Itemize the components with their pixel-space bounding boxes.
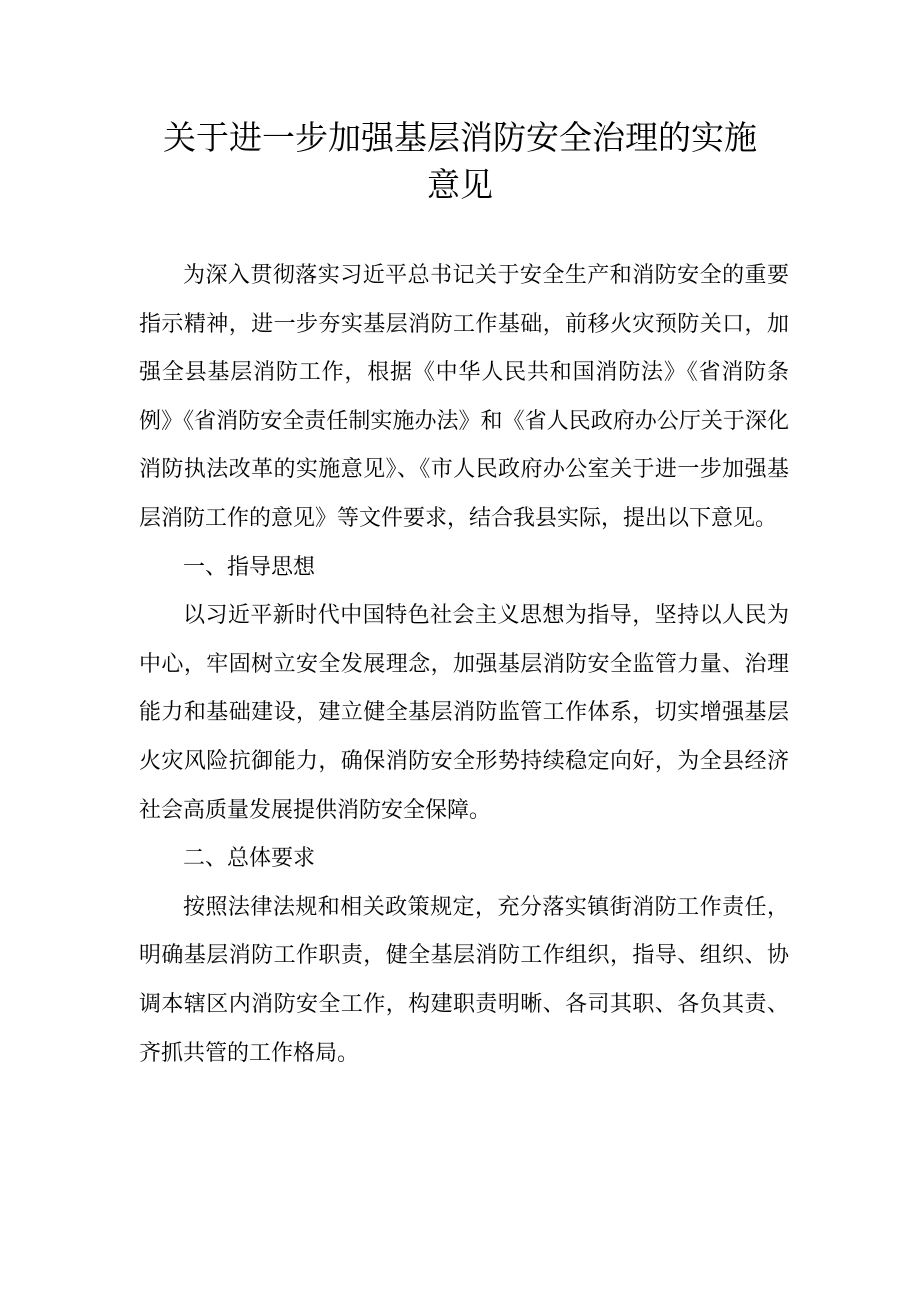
document-body <box>139 252 789 1078</box>
overall-requirements-paragraph: 按照法律法规和相关政策规定，充分落实镇街消防工作责任，明确基层消防工作职责，健全基层消防工作组织，指导、组织、协调本辖区内消防安全工作，构建职责明晰、各司其职、各负其责、齐抓共管的工作格局。 <box>139 894 789 1066</box>
intro-paragraph: 为深入贯彻落实习近平总书记关于安全生产和消防安全的重要指示精神，进一步夯实基层消防工作基础，前移火灾预防关口，加强全县基层消防工作，根据《中华人民共和国消防法》《省消防条例》《省消防安全责任制实施办法》和《省人民政府办公厅关于深化消防执法改革的实施意见》、《市人民政府办公室关于进一步加强基层消防工作的意见》等文件要求，结合我县实际，提出以下意见。 <box>139 263 789 531</box>
guiding-ideology-paragraph: 以习近平新时代中国特色社会主义思想为指导，坚持以人民为中心，牢固树立安全发展理念，加强基层消防安全监管力量、治理能力和基础建设，建立健全基层消防监管工作体系，切实增强基层火灾风险抗御能力，确保消防安全形势持续稳定向好，为全县经济社会高质量发展提供消防安全保障。 <box>139 603 789 823</box>
section-heading-guiding-ideology: 一、指导思想 <box>183 554 316 580</box>
document-title-line-2: 意见 <box>427 165 493 204</box>
section-heading-overall-requirements: 二、总体要求 <box>183 846 316 872</box>
document-title-line-1: 关于进一步加强基层消防安全治理的实施 <box>163 118 757 157</box>
